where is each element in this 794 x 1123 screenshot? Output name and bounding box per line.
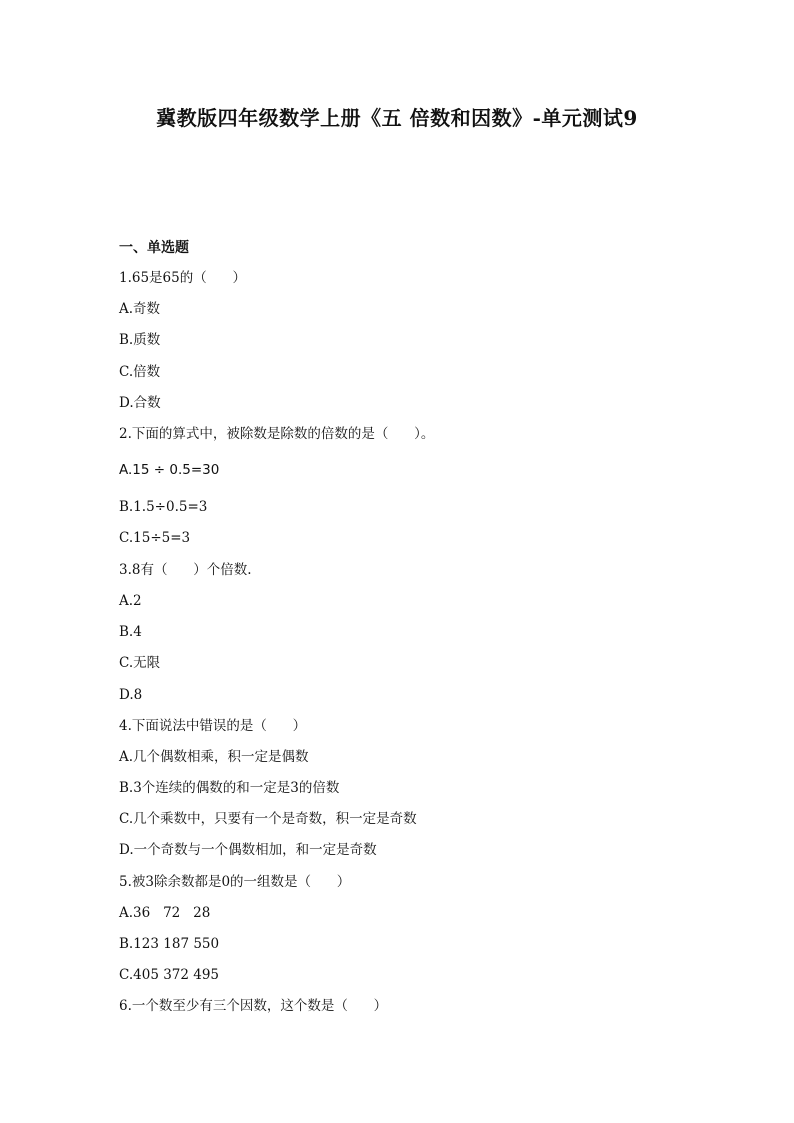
question-1-stem: 1.65是65的（ ） (119, 270, 246, 286)
question-3-option-d: D.8 (119, 687, 143, 703)
question-4-option-c: C.几个乘数中，只要有一个是奇数，积一定是奇数 (119, 811, 417, 827)
question-5-option-b: B.123 187 550 (119, 936, 220, 952)
question-2-stem: 2.下面的算式中，被除数是除数的倍数的是（ ）。 (119, 426, 435, 442)
question-6-stem: 6.一个数至少有三个因数，这个数是（ ） (119, 998, 388, 1014)
question-3-stem: 3.8有（ ）个倍数. (119, 562, 252, 578)
question-1-option-d: D.合数 (119, 395, 161, 411)
document-title: 冀教版四年级数学上册《五 倍数和因数》-单元测试9 (156, 106, 638, 130)
question-3-option-b: B.4 (119, 624, 142, 640)
question-5-stem: 5.被3除余数都是0的一组数是（ ） (119, 874, 351, 890)
question-1-option-b: B.质数 (119, 332, 161, 348)
question-1-option-c: C.倍数 (119, 364, 161, 380)
question-4-option-d: D.一个奇数与一个偶数相加，和一定是奇数 (119, 842, 377, 858)
question-5-option-c: C.405 372 495 (119, 967, 220, 983)
question-3-option-a: A.2 (119, 593, 142, 609)
question-4-option-a: A.几个偶数相乘，积一定是偶数 (119, 749, 309, 765)
question-2-option-c: C.15÷5=3 (119, 530, 191, 546)
section-heading: 一、单选题 (119, 240, 189, 256)
question-4-stem: 4.下面说法中错误的是（ ） (119, 718, 307, 734)
question-2-option-a: A.15 ÷ 0.5=30 (119, 462, 220, 478)
question-1-option-a: A.奇数 (119, 301, 161, 317)
question-3-option-c: C.无限 (119, 655, 161, 671)
question-5-option-a: A.36 72 28 (119, 905, 211, 921)
question-2-option-b: B.1.5÷0.5=3 (119, 499, 208, 515)
question-4-option-b: B.3个连续的偶数的和一定是3的倍数 (119, 780, 340, 796)
